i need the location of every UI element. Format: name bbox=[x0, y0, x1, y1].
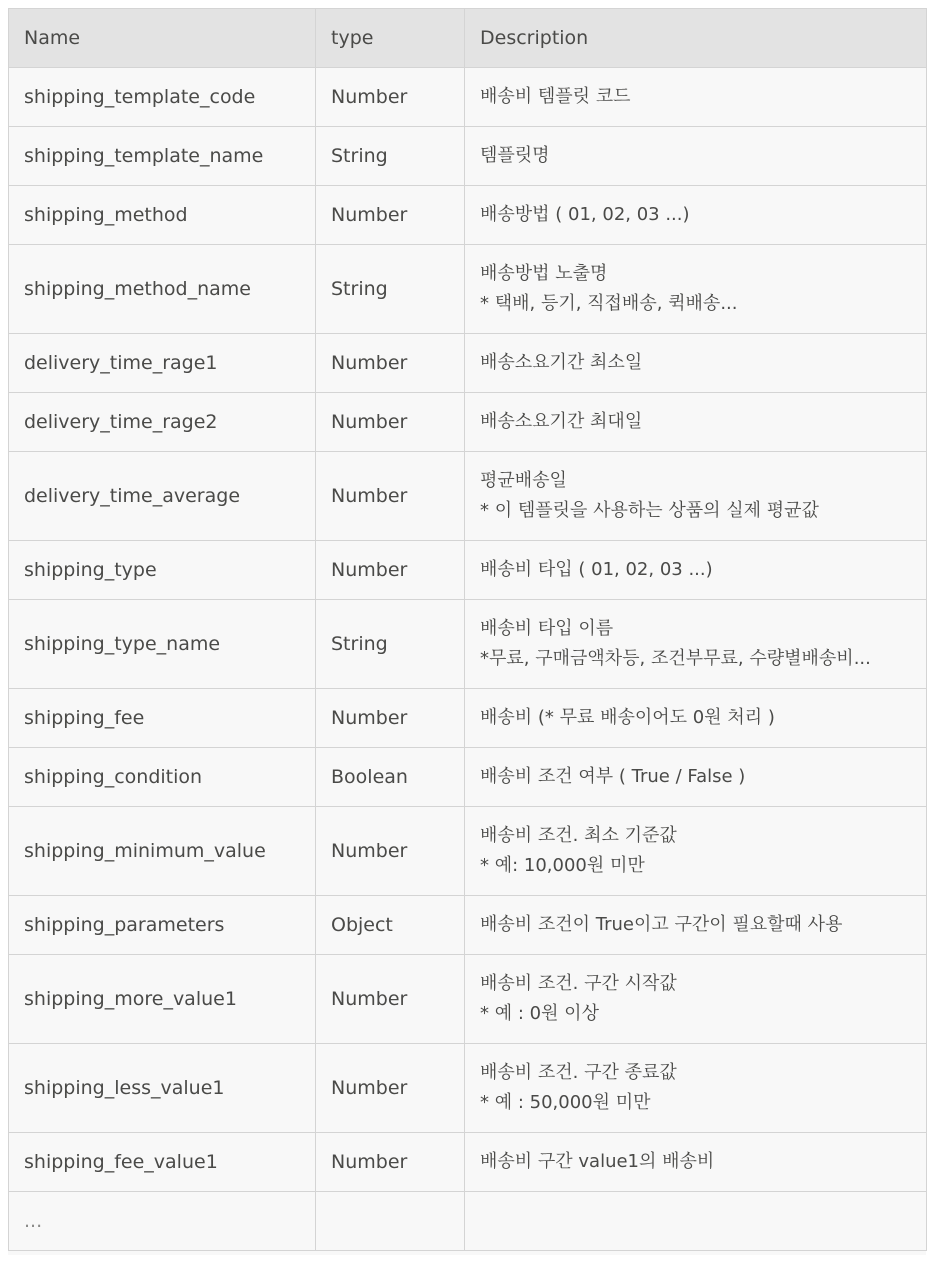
field-type-cell: Number bbox=[316, 541, 465, 600]
field-name-cell: shipping_template_code bbox=[9, 68, 316, 127]
field-type-cell: Number bbox=[316, 186, 465, 245]
table-row bbox=[9, 689, 927, 748]
field-name-cell: shipping_more_value1 bbox=[9, 955, 316, 1044]
field-type-cell: Number bbox=[316, 452, 465, 541]
description-line: 배송비 조건. 구간 종료값 bbox=[480, 1062, 677, 1083]
field-type-cell: Number bbox=[316, 393, 465, 452]
field-type-cell: Number bbox=[316, 1044, 465, 1133]
description-line: 배송비 조건이 True이고 구간이 필요할때 사용 bbox=[480, 914, 843, 935]
table-row bbox=[9, 600, 927, 689]
table-row bbox=[9, 541, 927, 600]
table-row bbox=[9, 748, 927, 807]
field-type-cell: String bbox=[316, 600, 465, 689]
field-description-cell bbox=[465, 541, 927, 600]
field-description-cell bbox=[465, 1044, 927, 1133]
description-line: 평균배송일 bbox=[480, 470, 567, 491]
field-type-cell: Number bbox=[316, 68, 465, 127]
field-name-cell: shipping_method bbox=[9, 186, 316, 245]
field-name-cell: shipping_minimum_value bbox=[9, 807, 316, 896]
table-row bbox=[9, 896, 927, 955]
description-line: * 이 템플릿을 사용하는 상품의 실제 평균값 bbox=[480, 500, 819, 521]
field-type-cell bbox=[316, 1192, 465, 1251]
field-name-cell: shipping_fee bbox=[9, 689, 316, 748]
field-description-cell bbox=[465, 807, 927, 896]
field-description-cell bbox=[465, 689, 927, 748]
table-row bbox=[9, 452, 927, 541]
field-description-cell bbox=[465, 955, 927, 1044]
field-type-cell: String bbox=[316, 245, 465, 334]
column-header-name: Name bbox=[9, 9, 316, 68]
field-description-cell bbox=[465, 334, 927, 393]
description-line: *무료, 구매금액차등, 조건부무료, 수량별배송비... bbox=[480, 648, 871, 669]
field-description-cell bbox=[465, 186, 927, 245]
table-row bbox=[9, 186, 927, 245]
description-line: * 예 : 50,000원 미만 bbox=[480, 1092, 651, 1113]
field-description-cell bbox=[465, 896, 927, 955]
field-description-cell bbox=[465, 393, 927, 452]
table-row bbox=[9, 68, 927, 127]
table-row bbox=[9, 393, 927, 452]
field-spec-table-container bbox=[8, 8, 926, 1255]
field-name-cell: shipping_template_name bbox=[9, 127, 316, 186]
description-line: 배송비 조건 여부 ( True / False ) bbox=[480, 766, 746, 787]
table-body bbox=[9, 68, 927, 1251]
description-line: 배송비 조건. 최소 기준값 bbox=[480, 825, 677, 846]
field-spec-table bbox=[8, 8, 927, 1251]
description-line: 배송비 타입 이름 bbox=[480, 618, 614, 639]
field-name-cell: ... bbox=[9, 1192, 316, 1251]
description-line: 템플릿명 bbox=[480, 145, 550, 166]
description-line: * 예: 10,000원 미만 bbox=[480, 855, 645, 876]
table-row bbox=[9, 245, 927, 334]
table-row bbox=[9, 1133, 927, 1192]
description-line: * 택배, 등기, 직접배송, 퀵배송... bbox=[480, 293, 738, 314]
field-description-cell bbox=[465, 1192, 927, 1251]
description-line: 배송소요기간 최소일 bbox=[480, 352, 643, 373]
description-line: 배송비 조건. 구간 시작값 bbox=[480, 973, 677, 994]
field-description-cell bbox=[465, 1133, 927, 1192]
table-row bbox=[9, 807, 927, 896]
field-name-cell: delivery_time_rage1 bbox=[9, 334, 316, 393]
field-type-cell: Number bbox=[316, 807, 465, 896]
field-type-cell: Number bbox=[316, 955, 465, 1044]
field-name-cell: shipping_less_value1 bbox=[9, 1044, 316, 1133]
table-row bbox=[9, 334, 927, 393]
field-type-cell: Boolean bbox=[316, 748, 465, 807]
field-name-cell: shipping_type_name bbox=[9, 600, 316, 689]
field-type-cell: Number bbox=[316, 689, 465, 748]
field-description-cell bbox=[465, 748, 927, 807]
field-name-cell: shipping_parameters bbox=[9, 896, 316, 955]
field-type-cell: Number bbox=[316, 1133, 465, 1192]
description-line: 배송비 (* 무료 배송이어도 0원 처리 ) bbox=[480, 707, 775, 728]
column-header-description: Description bbox=[465, 9, 927, 68]
description-line: 배송소요기간 최대일 bbox=[480, 411, 643, 432]
table-row bbox=[9, 127, 927, 186]
table-row bbox=[9, 1044, 927, 1133]
description-line: 배송비 템플릿 코드 bbox=[480, 86, 631, 107]
field-type-cell: Object bbox=[316, 896, 465, 955]
field-description-cell bbox=[465, 68, 927, 127]
description-line: 배송방법 노출명 bbox=[480, 263, 608, 284]
table-header bbox=[9, 9, 927, 68]
field-description-cell bbox=[465, 127, 927, 186]
table-row bbox=[9, 955, 927, 1044]
field-name-cell: shipping_type bbox=[9, 541, 316, 600]
field-name-cell: delivery_time_rage2 bbox=[9, 393, 316, 452]
field-description-cell bbox=[465, 452, 927, 541]
field-description-cell bbox=[465, 600, 927, 689]
table-row bbox=[9, 1192, 927, 1251]
field-name-cell: shipping_method_name bbox=[9, 245, 316, 334]
field-type-cell: Number bbox=[316, 334, 465, 393]
field-description-cell bbox=[465, 245, 927, 334]
description-line: 배송방법 ( 01, 02, 03 ...) bbox=[480, 204, 690, 225]
field-name-cell: delivery_time_average bbox=[9, 452, 316, 541]
field-name-cell: shipping_condition bbox=[9, 748, 316, 807]
field-name-cell: shipping_fee_value1 bbox=[9, 1133, 316, 1192]
description-line: 배송비 타입 ( 01, 02, 03 ...) bbox=[480, 559, 713, 580]
description-line: * 예 : 0원 이상 bbox=[480, 1003, 599, 1024]
header-row bbox=[9, 9, 927, 68]
column-header-type: type bbox=[316, 9, 465, 68]
description-line: 배송비 구간 value1의 배송비 bbox=[480, 1151, 715, 1172]
field-type-cell: String bbox=[316, 127, 465, 186]
